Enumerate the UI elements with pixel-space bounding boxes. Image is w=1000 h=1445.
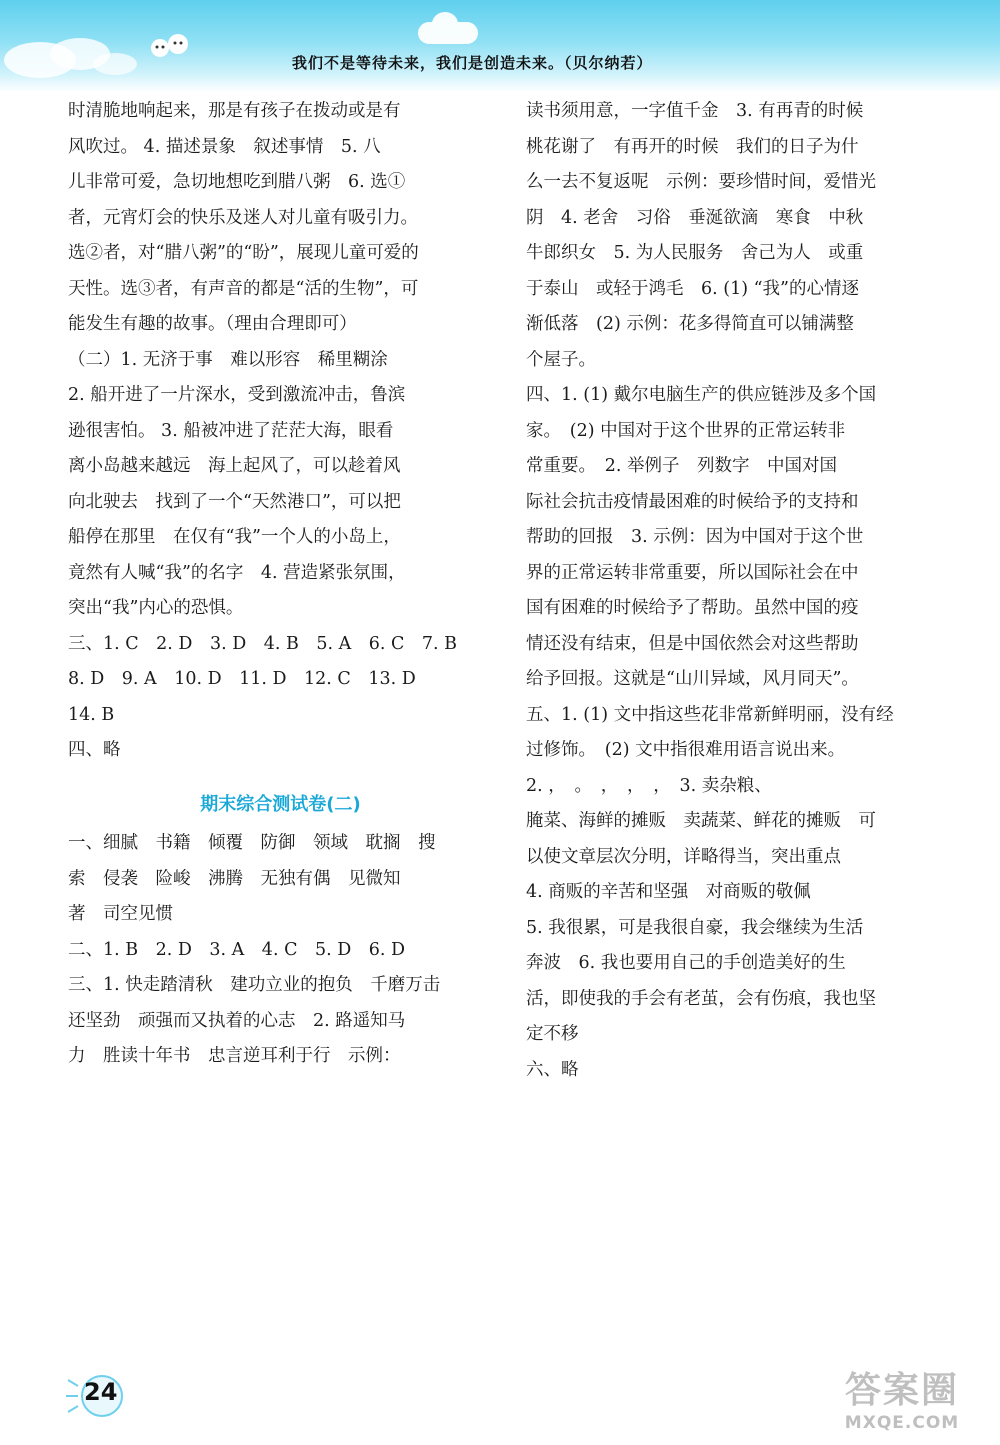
text-line: 者，元宵灯会的快乐及迷人对儿童有吸引力。 xyxy=(68,207,418,228)
text-line: 六、略 xyxy=(526,1059,579,1080)
text-line: 二、1. B 2. D 3. A 4. C 5. D 6. D xyxy=(68,939,406,960)
header-banner xyxy=(0,0,1000,92)
text-line: 读书须用意，一字值千金 3. 有再青的时候 xyxy=(526,101,864,121)
watermark xyxy=(822,1362,982,1438)
text-line: 四、略 xyxy=(68,740,121,760)
text-line: 桃花谢了 有再开的时候 我们的日子为什 xyxy=(526,136,859,157)
text-line: 帮助的回报 3. 示例：因为中国对于这个世 xyxy=(526,527,864,547)
text-line: 4. 商贩的辛苦和坚强 对商贩的敬佩 xyxy=(526,882,811,902)
text-line: 14. B xyxy=(68,704,115,725)
text-line: 际社会抗击疫情最困难的时候给予的支持和 xyxy=(526,491,859,512)
page-number: 24 xyxy=(84,1378,118,1406)
text-line: 时清脆地响起来，那是有孩子在拨动或是有 xyxy=(68,101,401,121)
watermark-logo: 答案圈 xyxy=(844,1370,959,1411)
text-line: 阴 4. 老舍 习俗 垂涎欲滴 寒食 中秋 xyxy=(526,207,864,228)
text-line: 三、1. 快走踏清秋 建功立业的抱负 千磨万击 xyxy=(68,975,441,995)
text-line: 么一去不复返呢 示例：要珍惜时间，爱惜光 xyxy=(526,172,876,192)
left-column xyxy=(68,94,493,1075)
text-line: 竟然有人喊“我”的名字 4. 营造紧张氛围， xyxy=(68,562,406,583)
text-line: 个屋子。 xyxy=(526,349,596,370)
text-line: 儿非常可爱，急切地想吃到腊八粥 6. 选① xyxy=(68,172,406,192)
text-line: 8. D 9. A 10. D 11. D 12. C 13. D xyxy=(68,669,416,689)
text-line: 风吹过。 4. 描述景象 叙述事情 5. 八 xyxy=(68,136,381,157)
text-line: 常重要。 2. 举例子 列数字 中国对国 xyxy=(526,456,838,476)
text-line: （二）1. 无济于事 难以形容 稀里糊涂 xyxy=(68,349,388,370)
text-line: 2. 船开进了一片深水，受到激流冲击，鲁滨 xyxy=(68,385,406,405)
text-line: 牛郎织女 5. 为人民服务 舍己为人 或重 xyxy=(526,243,864,263)
text-line: 腌菜、海鲜的摊贩 卖蔬菜、鲜花的摊贩 可 xyxy=(526,811,876,831)
text-line: 国有困难的时候给予了帮助。虽然中国的疫 xyxy=(526,598,859,618)
text-line: 活，即使我的手会有老茧，会有伤痕，我也坚 xyxy=(526,988,876,1009)
text-line: 离小岛越来越远 海上起风了，可以趁着风 xyxy=(68,456,401,476)
text-line: 一、细腻 书籍 倾覆 防御 领域 耽搁 搜 xyxy=(68,833,436,853)
text-line: 船停在那里 在仅有“我”一个人的小岛上， xyxy=(68,527,401,547)
cloud-icon xyxy=(418,22,478,44)
cartoon-clouds-icon xyxy=(0,10,220,90)
header-motto: 我们不是等待未来，我们是创造未来。（贝尔纳若） xyxy=(292,54,653,72)
text-line: 界的正常运转非常重要，所以国际社会在中 xyxy=(526,562,859,583)
right-column xyxy=(526,94,956,1088)
text-line: 渐低落 (2) 示例：花多得简直可以铺满整 xyxy=(526,314,854,334)
text-line: 索 侵袭 险峻 沸腾 无独有偶 见微知 xyxy=(68,868,401,889)
text-line: 于泰山 或轻于鸿毛 6. (1) “我”的心情逐 xyxy=(526,278,860,299)
watermark-url: MXQE.COM xyxy=(844,1413,960,1433)
text-line: 力 胜读十年书 忠言逆耳利于行 示例： xyxy=(68,1046,401,1066)
text-line: 五、1. (1) 文中指这些花非常新鲜明丽，没有经 xyxy=(526,704,894,725)
text-line: 以使文章层次分明，详略得当，突出重点 xyxy=(526,846,841,867)
text-line: 三、1. C 2. D 3. D 4. B 5. A 6. C 7. B xyxy=(68,633,458,654)
text-line: 5. 我很累，可是我很自豪，我会继续为生活 xyxy=(526,917,864,938)
text-line: 2. ， 。 ， ， ， 3. 卖杂粮、 xyxy=(526,775,772,796)
text-line: 还坚劲 顽强而又执着的心志 2. 路遥知马 xyxy=(68,1010,406,1031)
text-line: 著 司空见惯 xyxy=(68,904,173,924)
text-line: 向北驶去 找到了一个“天然港口”，可以把 xyxy=(68,491,401,512)
text-line: 突出“我”内心的恐惧。 xyxy=(68,598,244,618)
text-line: 过修饰。 (2) 文中指很难用语言说出来。 xyxy=(526,740,846,760)
section-title: 期末综合测试卷(二) xyxy=(200,793,361,815)
text-line: 给予回报。这就是“山川异域，风月同天”。 xyxy=(526,669,859,689)
page-number-badge xyxy=(62,1372,142,1422)
text-line: 四、1. (1) 戴尔电脑生产的供应链涉及多个国 xyxy=(526,385,877,405)
text-line: 能发生有趣的故事。（理由合理即可） xyxy=(68,314,357,334)
text-line: 奔波 6. 我也要用自己的手创造美好的生 xyxy=(526,953,846,973)
text-line: 逊很害怕。 3. 船被冲进了茫茫大海，眼看 xyxy=(68,420,394,441)
text-line: 选②者，对“腊八粥”的“盼”，展现儿童可爱的 xyxy=(68,243,419,263)
text-line: 家。 (2) 中国对于这个世界的正常运转非 xyxy=(526,420,846,441)
text-line: 定不移 xyxy=(526,1024,579,1044)
text-line: 情还没有结束，但是中国依然会对这些帮助 xyxy=(526,633,859,654)
text-line: 天性。选③者，有声音的都是“活的生物”，可 xyxy=(68,278,419,299)
